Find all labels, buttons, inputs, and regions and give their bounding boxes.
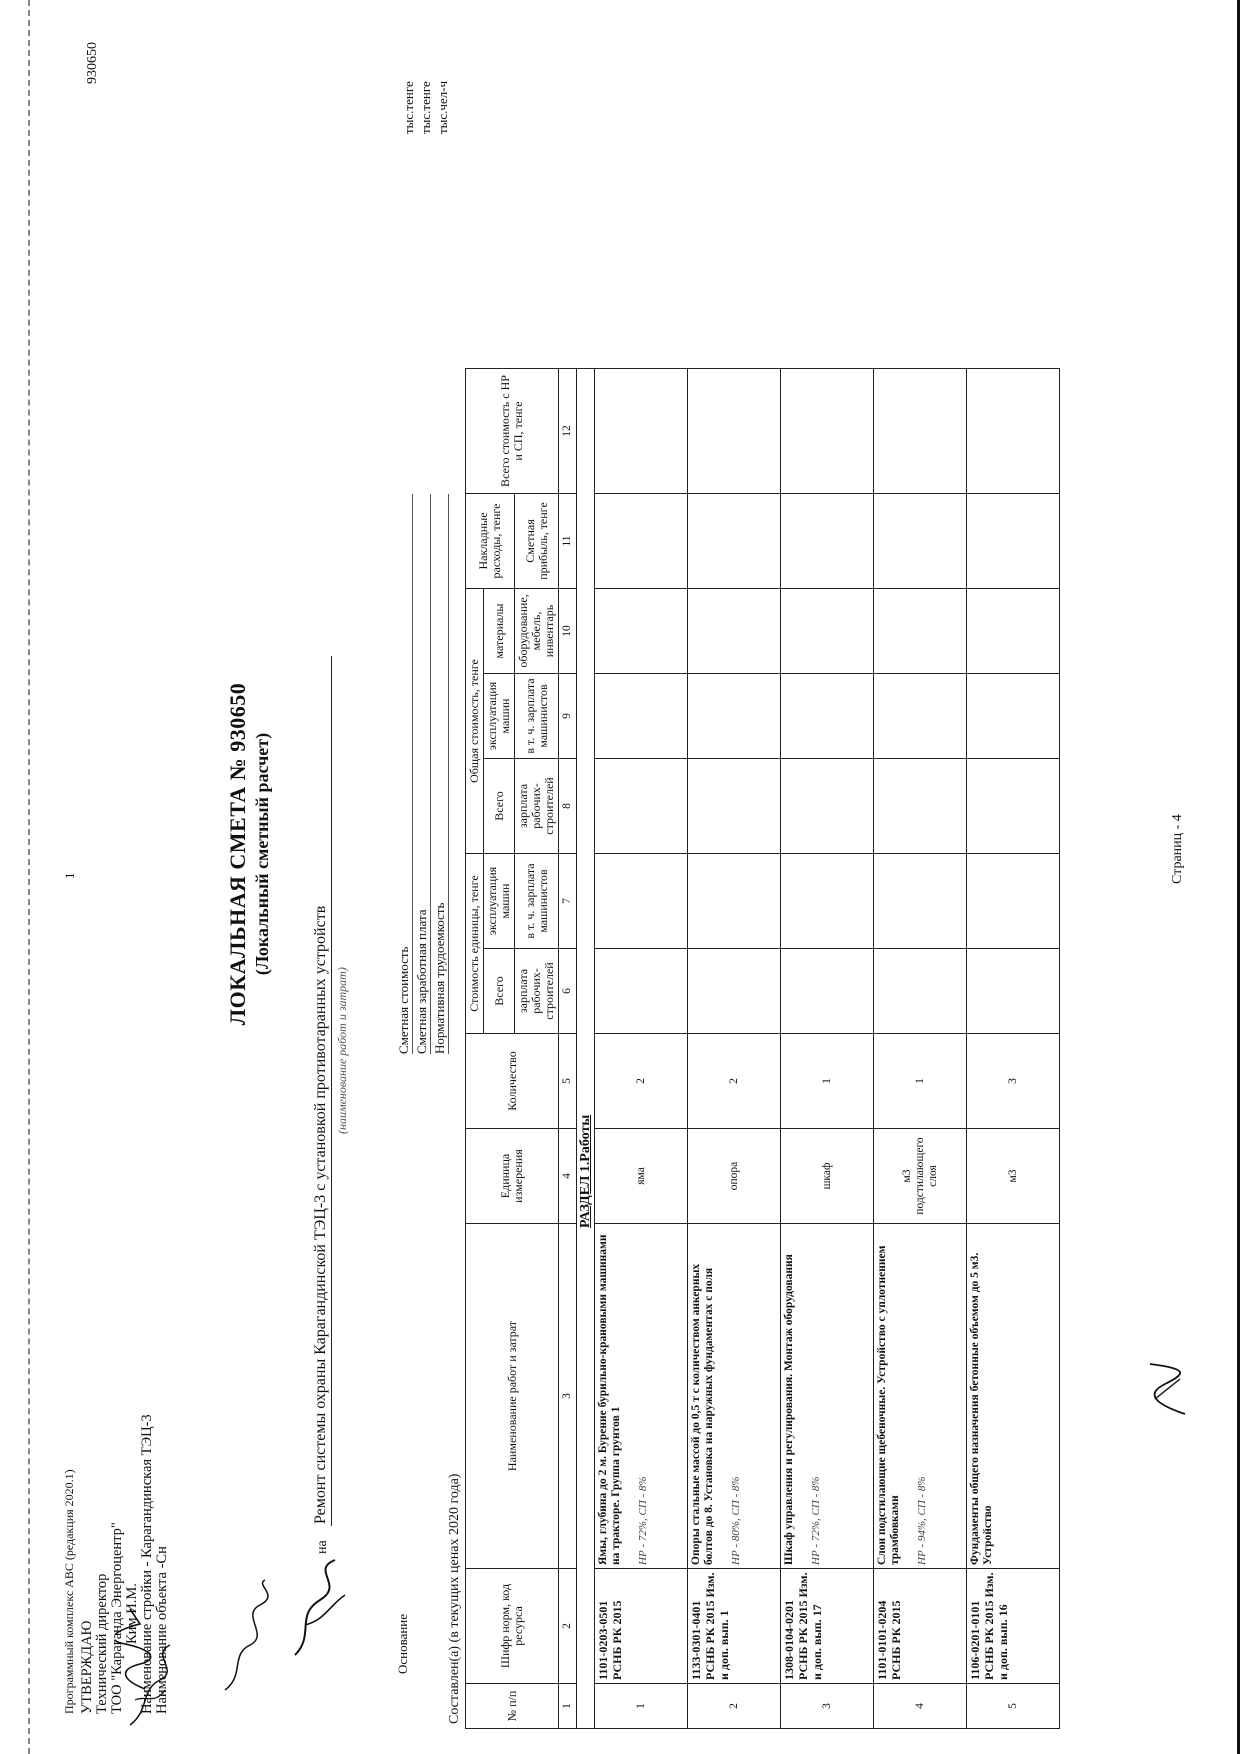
row-name: [967, 1224, 1060, 1569]
row-name-text: Слои подстилающие щебеночные. Устройство с уплотнением трамбовками: [876, 1245, 901, 1565]
colnum: 8: [559, 759, 577, 854]
signer-name: Ким И.М.: [124, 1583, 140, 1644]
colnum: 9: [559, 674, 577, 759]
empty-cell: [874, 759, 967, 854]
row-qty: 1: [781, 1034, 874, 1129]
empty-cell: [595, 674, 688, 759]
h-unit-mach: эксплуатация машин: [484, 854, 515, 949]
row-unit: яма: [595, 1129, 688, 1224]
empty-cell: [781, 949, 874, 1034]
colnum: 12: [559, 369, 577, 494]
summary-wage: Сметная заработная плата: [413, 494, 431, 1054]
colnum: 7: [559, 854, 577, 949]
colnum: 11: [559, 494, 577, 589]
section-title: РАЗДЕЛ 1.Работы: [577, 369, 595, 1729]
row-num: 5: [967, 1684, 1060, 1729]
program-label: Программный комплекс АВС (редакция 2020.1): [62, 1469, 76, 1714]
empty-cell: [688, 589, 781, 674]
page-marker: 1: [62, 872, 77, 879]
na-label: на: [315, 1540, 330, 1554]
row-unit: шкаф: [781, 1129, 874, 1224]
empty-cell: [781, 854, 874, 949]
object-underline: [331, 656, 332, 1526]
h-name: Наименование работ и затрат: [466, 1224, 559, 1569]
empty-cell: [595, 494, 688, 589]
h-unit-wage-mach: в т. ч. зарплата машинистов: [515, 854, 559, 949]
colnum: 4: [559, 1129, 577, 1224]
empty-cell: [874, 674, 967, 759]
composed-label: Составлен(а) (в текущих ценах 2020 года): [447, 1473, 462, 1724]
empty-cell: [781, 369, 874, 494]
colnum: 10: [559, 589, 577, 674]
empty-cell: [967, 674, 1060, 759]
summary-block: [395, 494, 449, 1054]
page-count: Страниц - 4: [1170, 814, 1185, 884]
row-note: НР - 80%, СП - 8%: [730, 1476, 742, 1565]
empty-cell: [688, 674, 781, 759]
empty-cell: [781, 759, 874, 854]
row-name: [688, 1224, 781, 1569]
unit-labor: тыс.чел-ч: [435, 80, 450, 134]
row-num: 4: [874, 1684, 967, 1729]
row-num: 1: [595, 1684, 688, 1729]
h-unit-cost: Стоимость единицы, тенге: [466, 854, 484, 1034]
row-code: [595, 1569, 688, 1684]
row-code-text: 1101-0203-0501 РСНБ РК 2015: [596, 1600, 624, 1680]
h-total-cost: Общая стоимость, тенге: [466, 589, 484, 854]
empty-cell: [874, 494, 967, 589]
row-name-text: Опоры стальные массой до 0,5 т с количеством анкерных болтов до 8. Установка на наружных фундаментах с поля: [690, 1263, 715, 1565]
empty-cell: [967, 759, 1060, 854]
h-unit-wage: зарплата рабочих-строителей: [515, 949, 559, 1034]
empty-cell: [688, 494, 781, 589]
row-note: НР - 94%, СП - 8%: [916, 1476, 928, 1565]
object-name: Ремонт системы охраны Карагандинской ТЭЦ-3 с установкой противотаранных устройств: [312, 905, 329, 1524]
h-unit-all: Всего: [484, 949, 515, 1034]
empty-cell: [967, 369, 1060, 494]
h-total-wage: зарплата рабочих-строителей: [515, 759, 559, 854]
empty-cell: [688, 854, 781, 949]
table-row: [595, 369, 688, 1729]
row-name: [781, 1224, 874, 1569]
row-num: 3: [781, 1684, 874, 1729]
empty-cell: [967, 949, 1060, 1034]
table-row: [781, 369, 874, 1729]
approve-position: Технический директор: [94, 1573, 110, 1714]
empty-cell: [688, 949, 781, 1034]
row-note: НР - 72%, СП - 8%: [637, 1476, 649, 1565]
empty-cell: [874, 589, 967, 674]
h-num: № п/п: [466, 1684, 559, 1729]
signature-3: [275, 1545, 355, 1665]
empty-cell: [688, 759, 781, 854]
h-overhead: Накладные расходы, тенге: [466, 494, 515, 589]
row-unit: опора: [688, 1129, 781, 1224]
empty-cell: [781, 589, 874, 674]
empty-cell: [874, 949, 967, 1034]
h-total-mat: материалы: [484, 589, 515, 674]
row-qty: 2: [595, 1034, 688, 1129]
row-code: [874, 1569, 967, 1684]
colnum: 1: [559, 1684, 577, 1729]
row-num: 2: [688, 1684, 781, 1729]
section-row: [577, 369, 595, 1729]
row-qty: 1: [874, 1034, 967, 1129]
construction-name: Наименование стройки - Карагандинская ТЭЦ-3: [139, 1414, 155, 1714]
row-code-text: 1101-0101-0204 РСНБ РК 2015: [875, 1600, 903, 1680]
colnum: 5: [559, 1034, 577, 1129]
row-code-text: 1106-0201-0101 РСНБ РК 2015 Изм. и доп. вып. 16: [968, 1572, 1010, 1680]
row-name-text: Шкаф управления и регулирования. Монтаж оборудования: [783, 1254, 795, 1565]
row-code-text: 1133-0301-0401 РСНБ РК 2015 Изм. и доп. вып. 1: [689, 1572, 731, 1680]
unit-cost: тыс.тенге: [401, 81, 416, 134]
empty-cell: [781, 494, 874, 589]
h-total-mach: эксплуатация машин: [484, 674, 515, 759]
table-row: [688, 369, 781, 1729]
units-block: [400, 81, 451, 134]
row-note: НР - 72%, СП - 8%: [810, 1476, 822, 1565]
row-name-text: Фундаменты общего назначения бетонные объемом до 5 м3. Устройство: [969, 1252, 994, 1565]
summary-cost: Сметная стоимость: [395, 494, 413, 1054]
empty-cell: [874, 854, 967, 949]
row-qty: 2: [688, 1034, 781, 1129]
table-row: [874, 369, 967, 1729]
empty-cell: [595, 369, 688, 494]
header-row-1: [466, 369, 484, 1729]
row-code: [688, 1569, 781, 1684]
row-unit: м3: [967, 1129, 1060, 1224]
signature-2: [215, 1575, 275, 1695]
empty-cell: [967, 589, 1060, 674]
empty-cell: [595, 759, 688, 854]
empty-cell: [595, 589, 688, 674]
h-qty: Количество: [466, 1034, 559, 1129]
column-number-row: [559, 369, 577, 1729]
object-hint: (наименование работ и затрат): [335, 967, 349, 1134]
approve-title: УТВЕРЖДАЮ: [79, 1620, 95, 1714]
empty-cell: [874, 369, 967, 494]
colnum: 3: [559, 1224, 577, 1569]
corner-doc-id: 930650: [85, 42, 100, 84]
row-name-text: Ямы, глубина до 2 м. Бурение бурильно-крановыми машинами на тракторе. Группа грунтов 1: [597, 1234, 622, 1565]
h-unit: Единица измерения: [466, 1129, 559, 1224]
h-code: Шифр норм, код ресурса: [466, 1569, 559, 1684]
empty-cell: [595, 854, 688, 949]
row-name: [595, 1224, 688, 1569]
initials-mark: [1135, 1354, 1195, 1424]
summary-labor: Нормативная трудоемкость: [431, 494, 449, 1054]
h-grand: Всего стоимость с НР и СП, тенге: [466, 369, 559, 494]
empty-cell: [967, 494, 1060, 589]
approve-company: ТОО "Караганда Энергоцентр": [109, 1522, 125, 1714]
empty-cell: [688, 369, 781, 494]
colnum: 2: [559, 1569, 577, 1684]
estimate-rows: [595, 369, 1060, 1729]
h-total-wage-mach: в т. ч. зарплата машинистов: [515, 674, 559, 759]
document-title: ЛОКАЛЬНАЯ СМЕТА № 930650: [225, 682, 250, 1026]
row-qty: 3: [967, 1034, 1060, 1129]
empty-cell: [595, 949, 688, 1034]
h-profit: Сметная прибыль, тенге: [515, 494, 559, 589]
h-total-all: Всего: [484, 759, 515, 854]
row-unit: м3 подстилающего слоя: [874, 1129, 967, 1224]
row-code: [967, 1569, 1060, 1684]
object-label: Наименование объекта -Сн: [154, 1546, 170, 1714]
basis-label: Основание: [395, 1613, 410, 1674]
document-subtitle: (Локальный сметный расчет): [252, 732, 272, 976]
unit-wage: тыс.тенге: [418, 81, 433, 134]
empty-cell: [781, 674, 874, 759]
row-name: [874, 1224, 967, 1569]
h-total-equip: оборудование, мебель, инвентарь: [515, 589, 559, 674]
row-code: [781, 1569, 874, 1684]
table-row: [967, 369, 1060, 1729]
signature-1: [120, 1640, 180, 1730]
empty-cell: [967, 854, 1060, 949]
estimate-table: [465, 368, 1060, 1729]
row-code-text: 1308-0104-0201 РСНБ РК 2015 Изм. и доп. вып. 17: [782, 1572, 824, 1680]
colnum: 6: [559, 949, 577, 1034]
